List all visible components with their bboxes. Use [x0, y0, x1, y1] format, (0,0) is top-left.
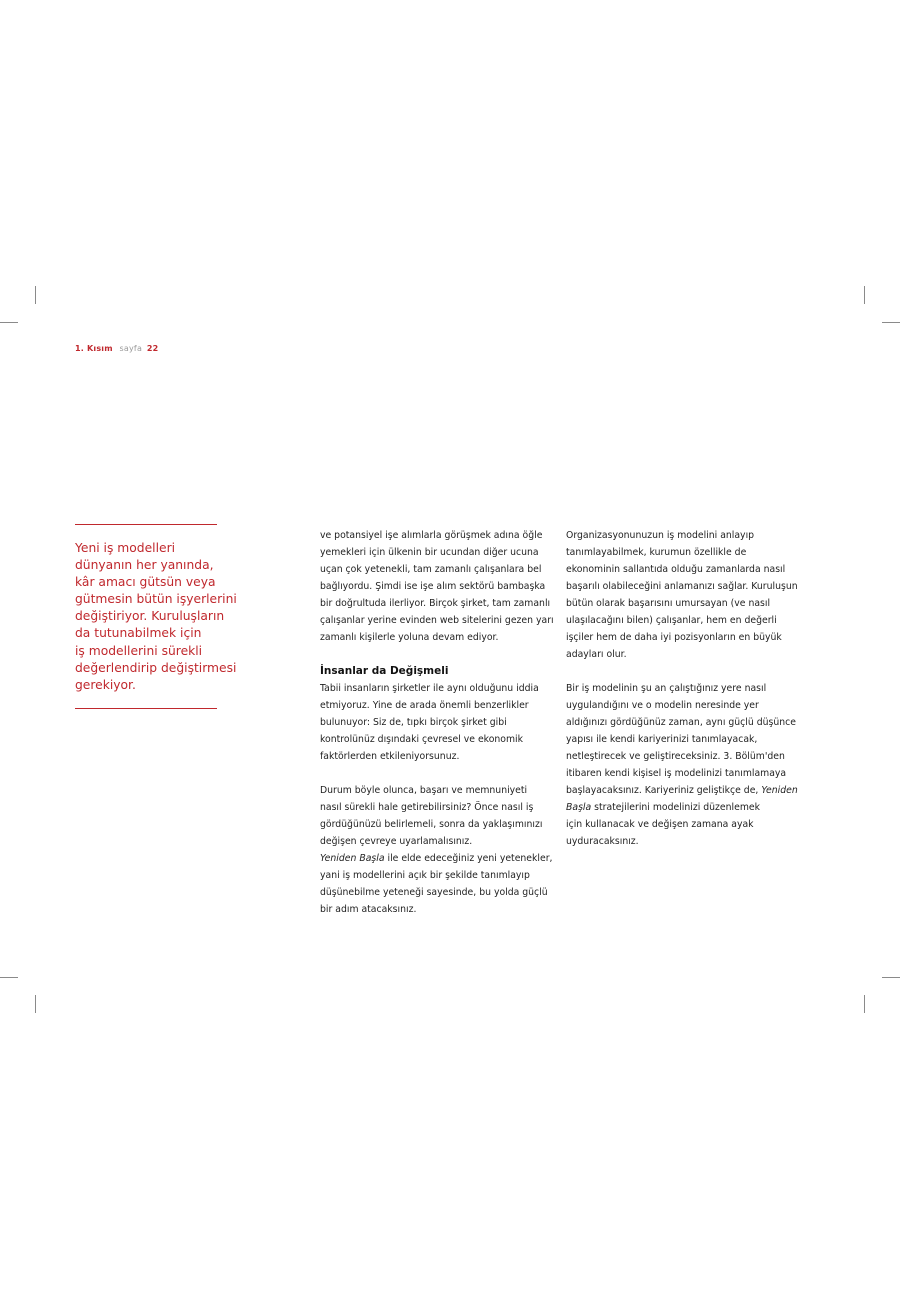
text-line: bulunuyor: Siz de, tıpkı birçok şirket gibi	[320, 717, 507, 728]
section-heading: İnsanlar da Değişmeli	[320, 665, 449, 677]
text-line: aldığınızı gördüğünüz zaman, aynı güçlü düşünce	[566, 717, 796, 728]
crop-mark-top-left-h	[0, 322, 18, 323]
text-line: tanımlayabilmek, kurumun özellikle de	[566, 547, 747, 558]
text-line	[320, 850, 552, 867]
text-line: uyduracaksınız.	[566, 836, 639, 847]
text-line: nasıl sürekli hale getirebilirsiniz? Önce nasıl iş	[320, 802, 534, 813]
part-label: 1. Kısım	[75, 344, 113, 353]
text-line: bir doğrultuda ilerliyor. Birçok şirket, tam zamanlı	[320, 598, 551, 609]
text-line	[566, 782, 806, 799]
paragraph	[320, 850, 552, 918]
pull-quote-line: iş modellerini sürekli	[75, 643, 203, 658]
text-line: ekonominin sallantıda olduğu zamanlarda nasıl	[566, 564, 786, 575]
middle-column	[320, 527, 552, 918]
page-number: 22	[146, 344, 159, 353]
pull-quote-line: değiştiriyor. Kuruluşların	[75, 609, 225, 624]
paragraph	[320, 782, 552, 850]
text-line: yani iş modellerini açık bir şekilde tanımlayıp	[320, 870, 530, 881]
text-line	[566, 799, 806, 816]
text-line: uçan çok yetenekli, tam zamanlı çalışanlara bel	[320, 564, 542, 575]
crop-mark-top-right	[864, 286, 865, 304]
crop-mark-bottom-left	[35, 995, 36, 1013]
text-line: bütün olarak başarısını umursayan (ve nasıl	[566, 598, 771, 609]
pull-quote-line: kâr amacı gütsün veya	[75, 575, 216, 590]
book-title: Başla	[566, 802, 592, 813]
text-line: adayları olur.	[566, 649, 627, 660]
paragraph	[566, 527, 806, 663]
crop-mark-top-right-h	[882, 322, 900, 323]
crop-mark-bottom-right	[864, 995, 865, 1013]
text-line: Durum böyle olunca, başarı ve memnuniyeti	[320, 785, 528, 796]
right-column	[566, 527, 806, 850]
text-line: Organizasyonunuzun iş modelini anlayıp	[566, 530, 755, 541]
pull-quote-bottom-rule	[75, 708, 217, 709]
page-label: sayfa	[119, 344, 143, 353]
book-title: Yeniden Başla	[320, 853, 385, 864]
pull-quote	[75, 524, 235, 709]
text-line: itibaren kendi kişisel iş modelinizi tanımlamaya	[566, 768, 787, 779]
text-line: ve potansiyel işe alımlarla görüşmek adına öğle	[320, 530, 543, 541]
pull-quote-line: değerlendirip değiştirmesi	[75, 660, 237, 675]
text-line: kontrolünüz dışındaki çevresel ve ekonomik	[320, 734, 524, 745]
paragraph	[566, 680, 806, 850]
text-line: için kullanacak ve değişen zamana ayak	[566, 819, 754, 830]
text-line: uygulandığını ve o modelin neresinde yer	[566, 700, 759, 711]
paragraph	[320, 680, 552, 765]
text-line: zamanlı kişilerle yoluna devam ediyor.	[320, 632, 499, 643]
text-line: Bir iş modelinin şu an çalıştığınız yere nasıl	[566, 683, 767, 694]
pull-quote-text	[75, 540, 235, 694]
paragraph	[320, 527, 552, 646]
crop-mark-top-left	[35, 286, 36, 304]
crop-mark-bottom-right-h	[882, 977, 900, 978]
pull-quote-line: gerekiyor.	[75, 677, 136, 692]
paragraph-gap	[320, 765, 552, 782]
pull-quote-top-rule	[75, 524, 217, 525]
running-head	[75, 344, 158, 353]
text-line: netleştirecek ve geliştireceksiniz. 3. Bölüm'den	[566, 751, 785, 762]
text-fragment: başlayacaksınız. Kariyeriniz geliştikçe de,	[566, 785, 762, 796]
text-fragment: stratejilerini modelinizi düzenlemek	[591, 802, 761, 813]
paragraph-gap	[320, 646, 552, 663]
text-line: işçiler hem de daha iyi pozisyonların en büyük	[566, 632, 782, 643]
text-line: faktörlerden etkileniyorsunuz.	[320, 751, 460, 762]
book-title: Yeniden	[761, 785, 798, 796]
text-line: düşünebilme yeteneği sayesinde, bu yolda güçlü	[320, 887, 548, 898]
text-line: bir adım atacaksınız.	[320, 904, 417, 915]
crop-mark-bottom-left-h	[0, 977, 18, 978]
text-line: Tabii insanların şirketler ile aynı olduğunu iddia	[320, 683, 539, 694]
text-line: ulaşılacağını bilen) çalışanlar, hem en değerli	[566, 615, 777, 626]
text-fragment: ile elde edeceğiniz yeni yetenekler,	[384, 853, 553, 864]
pull-quote-line: dünyanın her yanında,	[75, 558, 214, 573]
pull-quote-line: da tutunabilmek için	[75, 626, 202, 641]
text-line: değişen çevreye uyarlamalısınız.	[320, 836, 473, 847]
paragraph-gap	[566, 663, 806, 680]
text-line: bağlıyordu. Şimdi ise işe alım sektörü bambaşka	[320, 581, 546, 592]
pull-quote-line: gütmesin bütün işyerlerini	[75, 592, 237, 607]
text-line: yemekleri için ülkenin bir ucundan diğer ucuna	[320, 547, 539, 558]
text-line: çalışanlar yerine evinden web sitelerini gezen yarı	[320, 615, 554, 626]
pull-quote-line: Yeni iş modelleri	[75, 541, 176, 555]
text-line: başarılı olabileceğini anlamanızı sağlar. Kuruluşun	[566, 581, 798, 592]
text-line: etmiyoruz. Yine de arada önemli benzerlikler	[320, 700, 529, 711]
text-line: gördüğünüzü belirlemeli, sonra da yaklaşımınızı	[320, 819, 543, 830]
text-line: yapısı ile kendi kariyerinizi tanımlayacak,	[566, 734, 758, 745]
